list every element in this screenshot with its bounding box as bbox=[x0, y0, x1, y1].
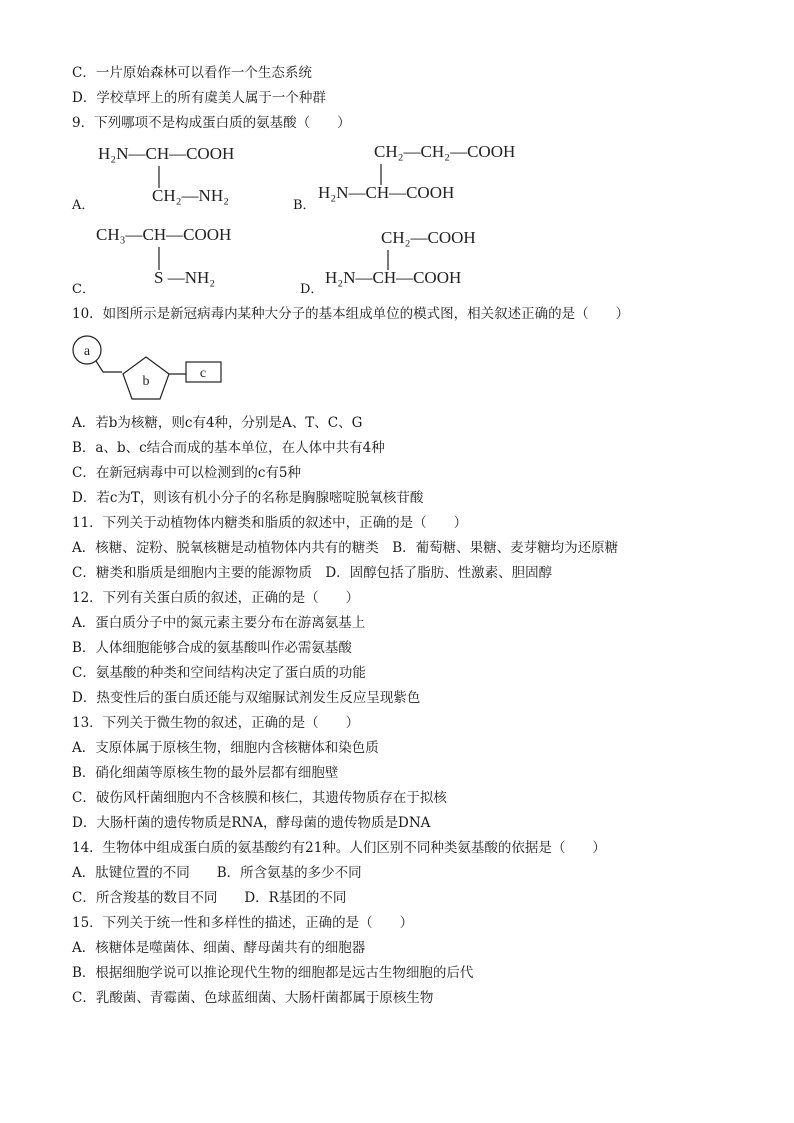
q15-option-b: B．根据细胞学说可以推论现代生物的细胞都是远古生物细胞的后代 bbox=[72, 965, 474, 981]
q11-stem: 11．下列关于动植物体内糖类和脂质的叙述中，正确的是（ ） bbox=[72, 515, 468, 531]
diagram-label-c: c bbox=[199, 366, 207, 381]
q15-option-c: C．乳酸菌、青霉菌、色球蓝细菌、大肠杆菌都属于原核生物 bbox=[72, 990, 434, 1006]
q13-option-b: B．硝化细菌等原核生物的最外层都有细胞壁 bbox=[72, 765, 339, 781]
diagram-label-b: b bbox=[142, 374, 150, 389]
q12-option-d: D．热变性后的蛋白质还能与双缩脲试剂发生反应呈现紫色 bbox=[72, 690, 421, 706]
q10-option-d: D．若c为T，则该有机小分子的名称是胸腺嘧啶脱氧核苷酸 bbox=[72, 490, 424, 506]
diagram-label-a: a bbox=[83, 344, 91, 359]
q11-options-ab: A．核糖、淀粉、脱氧核糖是动植物体内共有的糖类 B．葡萄糖、果糖、麦芽糖均为还原糖 bbox=[72, 540, 619, 556]
q10-option-b: B．a、b、c结合而成的基本单位，在人体中共有4种 bbox=[72, 440, 385, 456]
q14-options-cd: C．所含羧基的数目不同 D．R基团的不同 bbox=[72, 890, 347, 906]
q9d-structure-top: CH₂—COOH bbox=[381, 228, 476, 247]
q13-option-a: A．支原体属于原核生物，细胞内含核糖体和染色质 bbox=[72, 740, 379, 756]
q9-option-b-label: B． bbox=[293, 198, 316, 213]
q13-option-d: D．大肠杆菌的遗传物质是RNA，酵母菌的遗传物质是DNA bbox=[72, 815, 431, 831]
q13-stem: 13．下列关于微生物的叙述，正确的是（ ） bbox=[72, 715, 360, 731]
q12-option-a: A．蛋白质分子中的氮元素主要分布在游离氨基上 bbox=[72, 615, 366, 631]
q9b-structure-bottom: H₂N—CH—COOH bbox=[318, 183, 455, 202]
q9c-structure-top: CH₃—CH—COOH bbox=[96, 225, 232, 244]
q9-option-a-label: A． bbox=[72, 198, 95, 213]
q10-option-a: A．若b为核糖，则c有4种，分别是A、T、C、G bbox=[72, 415, 363, 431]
q10-option-c: C．在新冠病毒中可以检测到的c有5种 bbox=[72, 465, 301, 481]
q9-stem: 9．下列哪项不是构成蛋白质的氨基酸（ ） bbox=[72, 115, 351, 131]
q11-options-cd: C．糖类和脂质是细胞内主要的能源物质 D．固醇包括了脂肪、性激素、胆固醇 bbox=[72, 565, 553, 581]
q8-option-c: C．一片原始森林可以看作一个生态系统 bbox=[72, 65, 312, 81]
q13-option-c: C．破伤风杆菌细胞内不含核膜和核仁，其遗传物质存在于拟核 bbox=[72, 790, 447, 806]
q10-stem: 10．如图所示是新冠病毒内某种大分子的基本组成单位的模式图，相关叙述正确的是（ ） bbox=[72, 306, 630, 322]
q12-stem: 12．下列有关蛋白质的叙述，正确的是（ ） bbox=[72, 590, 360, 606]
q12-option-b: B．人体细胞能够合成的氨基酸叫作必需氨基酸 bbox=[72, 640, 352, 656]
q9a-structure-top: H₂N—CH—COOH bbox=[98, 144, 235, 163]
q15-stem: 15．下列关于统一性和多样性的描述，正确的是（ ） bbox=[72, 915, 414, 931]
q9a-structure-bottom: CH₂—NH₂ bbox=[152, 186, 230, 205]
q9-option-c-label: C． bbox=[72, 282, 95, 297]
q15-option-a: A．核糖体是噬菌体、细菌、酵母菌共有的细胞器 bbox=[72, 940, 366, 956]
q14-options-ab: A．肽键位置的不同 B．所含氨基的多少不同 bbox=[72, 865, 362, 881]
q8-option-d: D．学校草坪上的所有虞美人属于一个种群 bbox=[72, 90, 326, 106]
q9d-structure-bottom: H₂N—CH—COOH bbox=[325, 268, 462, 287]
q12-option-c: C．氨基酸的种类和空间结构决定了蛋白质的功能 bbox=[72, 665, 366, 681]
q14-stem: 14．生物体中组成蛋白质的氨基酸约有21种。人们区别不同种类氨基酸的依据是（ ） bbox=[72, 840, 606, 856]
q9b-structure-top: CH₂—CH₂—COOH bbox=[374, 142, 516, 161]
q9-option-d-label: D． bbox=[300, 282, 324, 297]
q9c-structure-bottom: S —NH₂ bbox=[154, 268, 216, 287]
